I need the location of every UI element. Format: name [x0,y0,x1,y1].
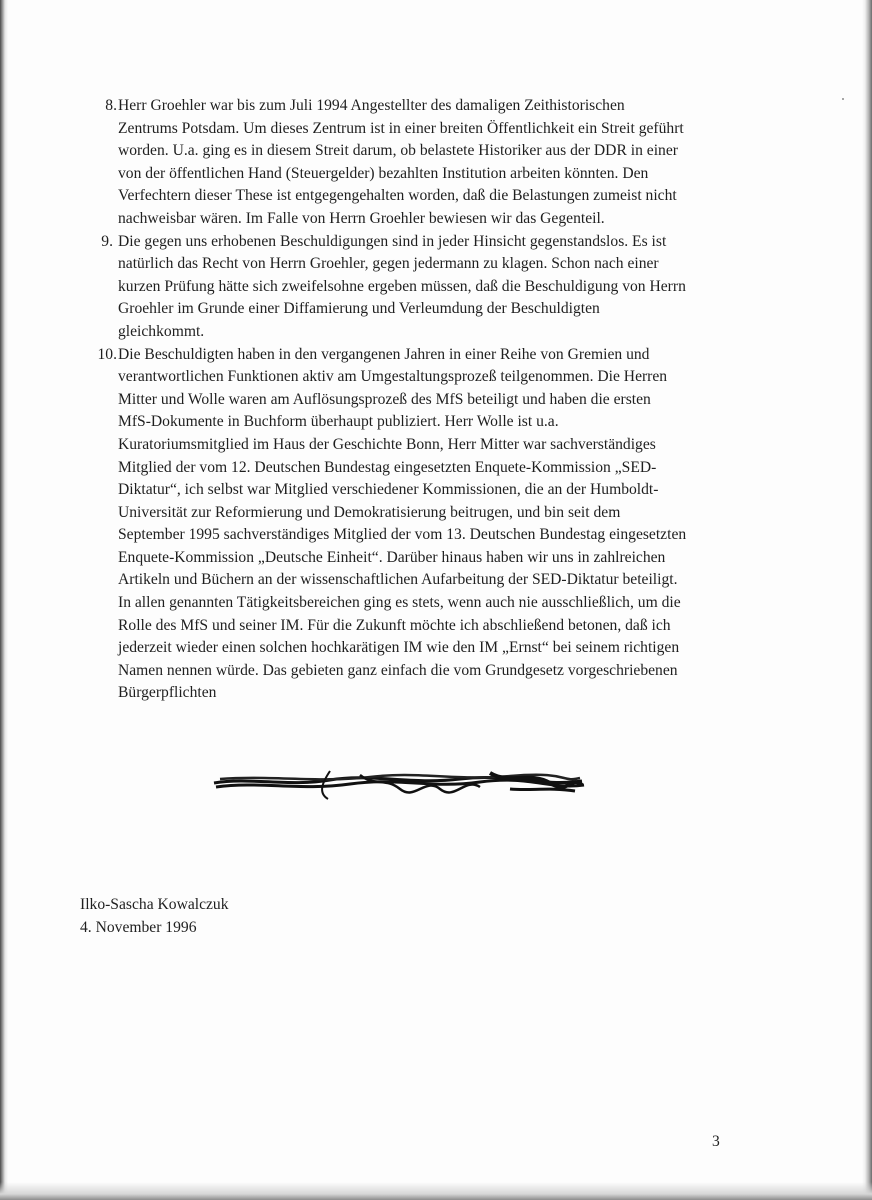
text-line: September 1995 sachverständiges Mitglied der vom 13. Deutschen Bundestag eingesetzten [118,526,687,544]
list-item-number: 8. [105,97,117,114]
text-line: Namen nennen würde. Das gebieten ganz einfach die vom Grundgesetz vorgeschriebenen [118,661,678,679]
text-line: Kuratoriumsmitglied im Haus der Geschichte Bonn, Herr Mitter war sachverständiges [118,435,656,453]
text-line: Mitter und Wolle waren am Auflösungsprozeß des MfS beteiligt und haben die ersten [118,390,651,408]
author-name: Ilko-Sascha Kowalczuk [80,896,229,913]
text-line: kurzen Prüfung hätte sich zweifelsohne ergeben müssen, daß die Beschuldigung von Herrn [118,277,686,295]
numbered-list [84,95,764,705]
text-line: natürlich das Recht von Herrn Groehler, gegen jedermann zu klagen. Schon nach einer [118,255,659,273]
text-line: von der öffentlichen Hand (Steuergelder) bezahlten Institution arbeiten könnten. Den [118,164,649,182]
text-line: Groehler im Grunde einer Diffamierung und Verleumdung der Beschuldigten [118,300,600,318]
text-line: Mitglied der vom 12. Deutschen Bundestag eingesetzten Enquete-Kommission „SED- [118,458,657,476]
list-item-10 [84,344,764,706]
scan-edge-right [862,0,872,1200]
list-item-8 [84,95,764,231]
text-line: Rolle des MfS und seiner IM. Für die Zukunft möchte ich abschließend betonen, daß ich [118,616,671,634]
text-line: gleichkommt. [118,322,205,340]
text-line: Universität zur Reformierung und Demokratisierung beitrugen, und bin seit dem [118,503,621,521]
text-line: jederzeit wieder einen solchen hochkarätigen IM wie den IM „Ernst“ bei seinem richtigen [118,639,680,657]
scan-edge-left [0,0,8,1200]
text-line: Artikeln und Büchern an der wissenschaftlichen Aufarbeitung der SED-Diktatur beteiligt. [118,571,678,589]
text-line: Die gegen uns erhobenen Beschuldigungen sind in jeder Hinsicht gegenstandslos. Es ist [118,232,667,250]
text-line: worden. U.a. ging es in diesem Streit darum, ob belastete Historiker aus der DDR in einer [118,142,678,160]
text-line: Verfechtern dieser These ist entgegengehalten worden, daß die Belastungen zumeist nicht [118,187,677,205]
list-item-number: 10. [97,345,117,363]
text-line: In allen genannten Tätigkeitsbereichen ging es stets, wenn auch nie ausschließlich, um die [118,594,681,612]
document-date: 4. November 1996 [80,919,197,936]
redaction-scribble [210,765,590,801]
text-line: Diktatur“, ich selbst war Mitglied verschiedener Kommissionen, die an der Humboldt- [118,481,659,499]
scan-speck [842,98,844,100]
page-number: 3 [712,1133,720,1150]
text-line: Zentrums Potsdam. Um dieses Zentrum ist in einer breiten Öffentlichkeit ein Streit geführt [118,119,684,137]
text-line: verantwortlichen Funktionen aktiv am Umgestaltungsprozeß teilgenommen. Die Herren [118,368,668,386]
text-line: Bürgerpflichten [118,684,217,702]
text-line: Die Beschuldigten haben in den vergangenen Jahren in einer Reihe von Gremien und [118,345,650,363]
text-line: Herr Groehler war bis zum Juli 1994 Angestellter des damaligen Zeithistorischen [118,97,625,114]
text-line: nachweisbar wären. Im Falle von Herrn Groehler bewiesen wir das Gegenteil. [118,209,605,227]
list-item-number: 9. [101,232,113,250]
list-item-9 [84,231,764,344]
text-line: MfS-Dokumente in Buchform überhaupt publiziert. Herr Wolle ist u.a. [118,413,559,431]
scan-edge-bottom [0,1182,872,1200]
signature-block [80,893,229,939]
text-line: Enquete-Kommission „Deutsche Einheit“. Darüber hinaus haben wir uns in zahlreichen [118,548,666,566]
